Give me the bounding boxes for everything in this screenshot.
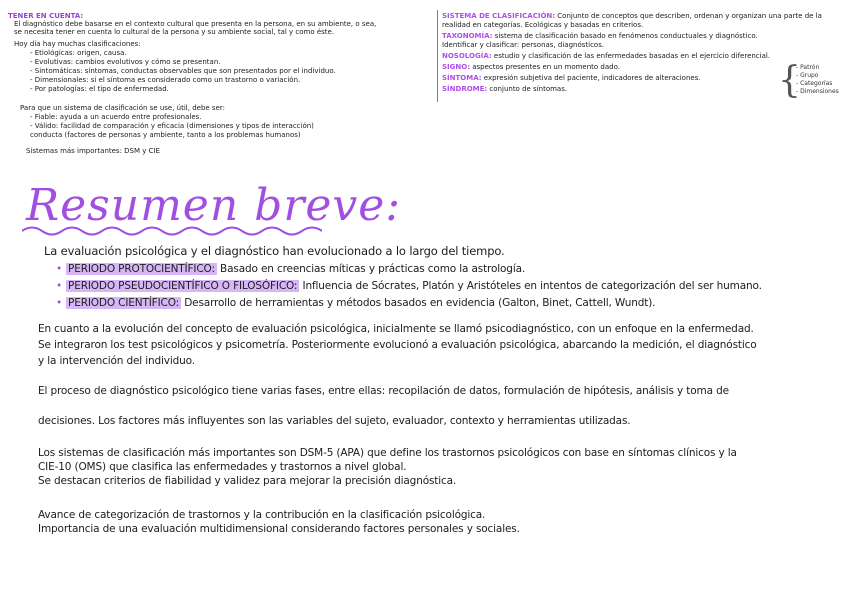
paragraph-line: Se destacan criterios de fiabilidad y validez para mejorar la precisión diagnóstica. xyxy=(38,475,457,487)
bullet-icon: • xyxy=(56,297,63,309)
period-label: PERIODO PROTOCIENTÍFICO: xyxy=(68,263,215,275)
side-note: - Dimensiones xyxy=(796,88,839,95)
notes-left-line: - Evolutivas: cambios evolutivos y cómo se presentan. xyxy=(30,58,221,66)
definition-term: SISTEMA DE CLASIFICACIÓN: xyxy=(442,12,556,20)
period-label: PERIODO PSEUDOCIENTÍFICO O FILOSÓFICO: xyxy=(68,280,298,292)
paragraph-line: y la intervención del individuo. xyxy=(38,355,195,367)
notes-left-footer: Sistemas más importantes: DSM y CIE xyxy=(26,147,161,155)
notes-left-line: Para que un sistema de clasificación se use, útil, debe ser: xyxy=(20,104,225,112)
paragraph-line: decisiones. Los factores más influyentes son las variables del sujeto, evaluador, contexto y herramientas utilizadas. xyxy=(38,415,631,427)
definition-term: TAXONOMÍA: xyxy=(442,32,493,40)
definition-text: Identificar y clasificar: personas, diagnósticos. xyxy=(442,41,605,49)
notes-left-line: - Válido: facilidad de comparación y eficacia (dimensiones y tipos de interacción) xyxy=(30,122,314,130)
definition-text: sistema de clasificación basado en fenómenos conductuales y diagnóstico. xyxy=(492,32,758,40)
notes-left-line: El diagnóstico debe basarse en el contexto cultural que presenta en la persona, en su ambiente, o sea, xyxy=(14,20,377,28)
side-note: - Patrón xyxy=(796,64,820,71)
definition-line xyxy=(442,32,758,40)
bullet-icon: • xyxy=(56,263,63,275)
paragraph-line: Importancia de una evaluación multidimensional considerando factores personales y sociales. xyxy=(38,523,520,535)
notes-left-line: - Fiable: ayuda a un acuerdo entre profesionales. xyxy=(30,113,202,121)
notes-left-line: - Por patologías: el tipo de enfermedad. xyxy=(30,85,169,93)
side-note: - Grupo xyxy=(796,72,819,79)
definition-text: expresión subjetiva del paciente, indicadores de alteraciones. xyxy=(481,74,701,82)
paragraph-line: Los sistemas de clasificación más importantes son DSM-5 (APA) que define los trastornos psicológicos con base en síntomas clínicos y la xyxy=(38,447,737,459)
paragraph-line: El proceso de diagnóstico psicológico tiene varias fases, entre ellas: recopilación de datos, formulación de hipótesis, análisis y toma de xyxy=(38,385,729,397)
definition-line xyxy=(442,85,567,93)
definition-line xyxy=(442,21,643,29)
definition-term: SÍNDROME: xyxy=(442,85,488,93)
definition-term: SÍNTOMA: xyxy=(442,74,482,82)
period-text: Basado en creencias míticas y prácticas como la astrología. xyxy=(216,263,526,275)
definition-text: realidad en categorías. Ecológicas y basadas en criterios. xyxy=(442,21,644,29)
bullet-icon: • xyxy=(56,280,63,292)
notes-left-line: - Etiológicas: origen, causa. xyxy=(30,49,127,57)
definition-text: Conjunto de conceptos que describen, ordenan y organizan una parte de la xyxy=(555,12,822,20)
notes-left-line: Hoy día hay muchas clasificaciones: xyxy=(14,40,141,48)
notes-left-line: - Sintomáticas: síntomas, conductas observables que son presentados por el individuo. xyxy=(30,67,336,75)
paragraph-line: En cuanto a la evolución del concepto de evaluación psicológica, inicialmente se llamó psicodiagnóstico, con un enfoque en la enfermedad. xyxy=(38,323,754,335)
notes-left-line: conducta (factores de personas y ambiente, tanto a los problemas humanos) xyxy=(30,131,301,139)
period-bullet xyxy=(56,279,762,293)
page-title: Resumen breve: xyxy=(26,180,402,231)
definition-term: NOSOLOGÍA: xyxy=(442,52,492,60)
definition-text: aspectos presentes en un momento dado. xyxy=(470,63,620,71)
paragraph-line: Avance de categorización de trastornos y la contribución en la clasificación psicológica. xyxy=(38,509,486,521)
definition-line xyxy=(442,12,822,20)
notes-left-heading: TENER EN CUENTA: xyxy=(8,12,84,20)
definition-line xyxy=(442,63,620,71)
period-text: Desarrollo de herramientas y métodos basados en evidencia (Galton, Binet, Cattell, Wundt). xyxy=(181,297,656,309)
brace-icon: { xyxy=(778,60,801,101)
notes-left-line: - Dimensionales: si el síntoma es considerado como un trastorno o variación. xyxy=(30,76,301,84)
definition-term: SIGNO: xyxy=(442,63,470,71)
side-note: - Categorías xyxy=(796,80,833,87)
period-bullet xyxy=(56,262,525,276)
title-underline xyxy=(22,224,322,238)
paragraph-line: CIE-10 (OMS) que clasifica las enfermedades y trastornos a nivel global. xyxy=(38,461,407,473)
period-label: PERIODO CIENTÍFICO: xyxy=(68,297,180,309)
definition-line xyxy=(442,74,701,82)
notes-divider xyxy=(437,10,438,102)
period-text: Influencia de Sócrates, Platón y Aristóteles en intentos de categorización del ser humano. xyxy=(299,280,762,292)
period-bullet xyxy=(56,296,655,310)
paragraph-line: Se integraron los test psicológicos y psicometría. Posteriormente evolucionó a evaluación psicológica, abarcando la medición, el diagnóstico xyxy=(38,339,757,351)
summary-intro: La evaluación psicológica y el diagnóstico han evolucionado a lo largo del tiempo. xyxy=(44,244,505,258)
definition-line xyxy=(442,41,604,49)
definition-text: conjunto de síntomas. xyxy=(487,85,568,93)
definition-line xyxy=(442,52,770,60)
definition-text: estudio y clasificación de las enfermedades basadas en el ejercicio diferencial. xyxy=(491,52,771,60)
notes-left-line: se necesita tener en cuenta lo cultural de la persona y su ambiente social, tal y como éste. xyxy=(14,28,335,36)
